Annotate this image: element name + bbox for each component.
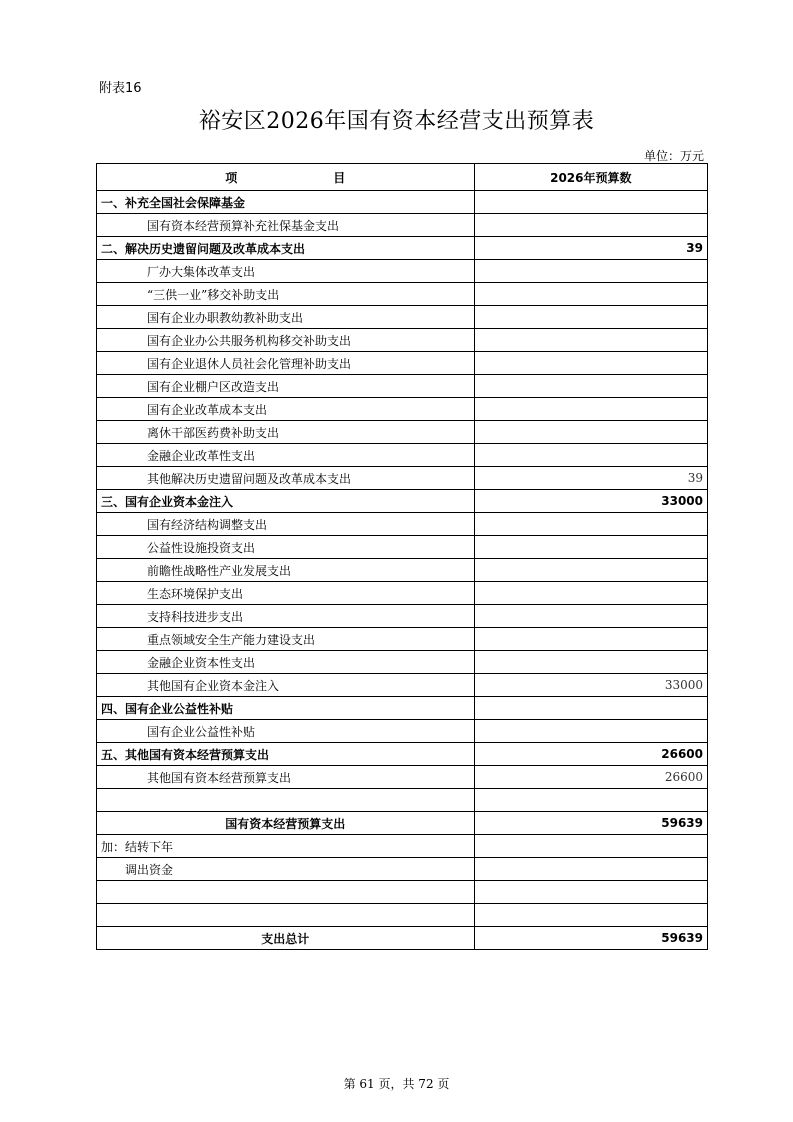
row-amount (474, 720, 707, 743)
header-item: 项 目 (97, 164, 475, 191)
table-row (97, 329, 708, 352)
row-item-name: 国有企业公益性补贴 (97, 720, 475, 743)
table-row (97, 513, 708, 536)
row-item-name: 离休干部医药费补助支出 (97, 421, 475, 444)
row-amount (474, 375, 707, 398)
row-item-name: 其他解决历史遗留问题及改革成本支出 (97, 467, 475, 490)
row-item-name: “三供一业”移交补助支出 (97, 283, 475, 306)
table-row (97, 927, 708, 950)
table-header-row (97, 164, 708, 191)
table-row (97, 260, 708, 283)
table-row (97, 835, 708, 858)
table-row (97, 283, 708, 306)
row-amount (474, 513, 707, 536)
row-amount (474, 858, 707, 881)
table-row (97, 582, 708, 605)
row-item-name: 国有资本经营预算支出 (97, 812, 475, 835)
table-row (97, 789, 708, 812)
table-row (97, 352, 708, 375)
table-row (97, 375, 708, 398)
row-amount: 59639 (474, 927, 707, 950)
row-item-name: 其他国有资本经营预算支出 (97, 766, 475, 789)
row-item-name: 国有资本经营预算补充社保基金支出 (97, 214, 475, 237)
table-row (97, 674, 708, 697)
row-amount (474, 651, 707, 674)
table-row (97, 490, 708, 513)
row-amount (474, 582, 707, 605)
row-item-name: 国有企业退休人员社会化管理补助支出 (97, 352, 475, 375)
row-item-name: 一、补充全国社会保障基金 (97, 191, 475, 214)
table-row (97, 605, 708, 628)
table-row (97, 628, 708, 651)
row-amount (474, 306, 707, 329)
row-item-name: 其他国有企业资本金注入 (97, 674, 475, 697)
attachment-label: 附表16 (99, 81, 142, 96)
row-amount: 33000 (474, 490, 707, 513)
row-amount (474, 605, 707, 628)
table-row (97, 191, 708, 214)
row-item-name: 厂办大集体改革支出 (97, 260, 475, 283)
row-amount: 39 (474, 237, 707, 260)
row-item-name: 加：结转下年 (97, 835, 475, 858)
table-row (97, 858, 708, 881)
table-row (97, 467, 708, 490)
row-amount (474, 283, 707, 306)
row-item-name: 前瞻性战略性产业发展支出 (97, 559, 475, 582)
row-item-name: 国有企业改革成本支出 (97, 398, 475, 421)
unit-label: 单位：万元 (643, 149, 704, 163)
row-item-name: 三、国有企业资本金注入 (97, 490, 475, 513)
row-amount (474, 789, 707, 812)
table-row (97, 651, 708, 674)
table-row (97, 697, 708, 720)
row-item-name: 国有企业棚户区改造支出 (97, 375, 475, 398)
table-row (97, 214, 708, 237)
row-item-name: 支出总计 (97, 927, 475, 950)
row-item-name: 二、解决历史遗留问题及改革成本支出 (97, 237, 475, 260)
row-amount (474, 628, 707, 651)
row-item-name: 国有经济结构调整支出 (97, 513, 475, 536)
table-row (97, 720, 708, 743)
row-item-name: 重点领域安全生产能力建设支出 (97, 628, 475, 651)
row-amount (474, 352, 707, 375)
row-amount: 33000 (474, 674, 707, 697)
row-amount (474, 559, 707, 582)
table-row (97, 444, 708, 467)
table-row (97, 398, 708, 421)
row-item-name: 国有企业办职教幼教补助支出 (97, 306, 475, 329)
row-item-name: 支持科技进步支出 (97, 605, 475, 628)
table-row (97, 812, 708, 835)
row-item-name (97, 904, 475, 927)
row-item-name: 四、国有企业公益性补贴 (97, 697, 475, 720)
row-amount (474, 697, 707, 720)
row-amount (474, 329, 707, 352)
row-amount (474, 444, 707, 467)
table-row (97, 766, 708, 789)
row-amount: 39 (474, 467, 707, 490)
row-item-name: 调出资金 (97, 858, 475, 881)
table-row (97, 904, 708, 927)
table-row (97, 237, 708, 260)
row-item-name: 公益性设施投资支出 (97, 536, 475, 559)
row-item-name: 生态环境保护支出 (97, 582, 475, 605)
budget-table (96, 163, 708, 950)
table-row (97, 743, 708, 766)
table-row (97, 421, 708, 444)
row-item-name: 金融企业改革性支出 (97, 444, 475, 467)
row-amount: 59639 (474, 812, 707, 835)
row-amount (474, 421, 707, 444)
row-amount (474, 881, 707, 904)
page-footer: 第 61 页，共 72 页 (343, 1077, 450, 1091)
table-row (97, 306, 708, 329)
row-item-name (97, 789, 475, 812)
header-amount: 2026年预算数 (474, 164, 707, 191)
table-row (97, 881, 708, 904)
row-amount (474, 260, 707, 283)
row-item-name: 金融企业资本性支出 (97, 651, 475, 674)
row-item-name: 国有企业办公共服务机构移交补助支出 (97, 329, 475, 352)
row-amount (474, 398, 707, 421)
row-amount (474, 835, 707, 858)
row-item-name: 五、其他国有资本经营预算支出 (97, 743, 475, 766)
row-amount: 26600 (474, 743, 707, 766)
table-row (97, 536, 708, 559)
page-title: 裕安区2026年国有资本经营支出预算表 (198, 109, 595, 134)
row-item-name (97, 881, 475, 904)
row-amount (474, 214, 707, 237)
table-row (97, 559, 708, 582)
row-amount (474, 536, 707, 559)
row-amount (474, 191, 707, 214)
row-amount: 26600 (474, 766, 707, 789)
row-amount (474, 904, 707, 927)
